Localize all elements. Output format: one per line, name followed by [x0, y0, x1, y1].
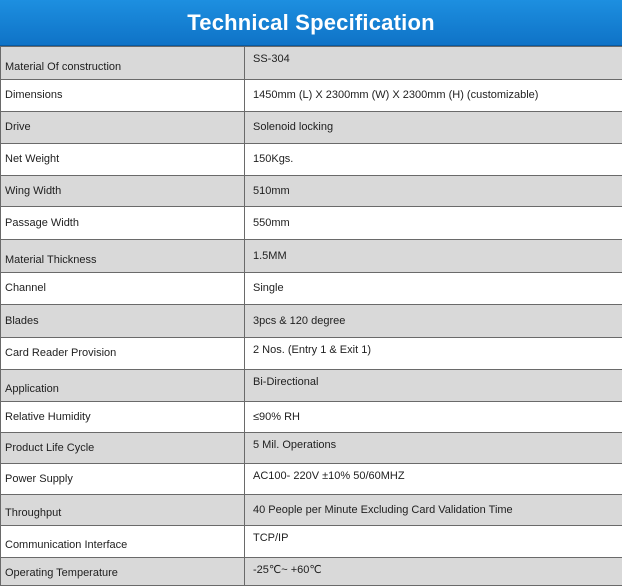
spec-label: Blades: [1, 305, 245, 338]
spec-label: Material Of construction: [1, 47, 245, 80]
spec-value: 40 People per Minute Excluding Card Validation Time: [245, 495, 622, 526]
table-row: [1, 464, 622, 495]
spec-label: Drive: [1, 112, 245, 144]
spec-label: Dimensions: [1, 80, 245, 112]
table-row: [1, 47, 622, 80]
table-row: [1, 558, 622, 586]
spec-value: 5 Mil. Operations: [245, 433, 622, 464]
spec-value: 1450mm (L) X 2300mm (W) X 2300mm (H) (customizable): [245, 80, 622, 112]
spec-label: Throughput: [1, 495, 245, 526]
spec-value: Single: [245, 273, 622, 305]
spec-label: Passage Width: [1, 207, 245, 240]
table-row: [1, 526, 622, 558]
spec-label: Communication Interface: [1, 526, 245, 558]
spec-value: 2 Nos. (Entry 1 & Exit 1): [245, 338, 622, 370]
spec-label: Product Life Cycle: [1, 433, 245, 464]
table-row: [1, 370, 622, 402]
spec-label: Material Thickness: [1, 240, 245, 273]
spec-value: SS-304: [245, 47, 622, 80]
table-row: [1, 273, 622, 305]
table-row: [1, 144, 622, 176]
spec-header: [0, 0, 622, 46]
spec-value: -25℃~ +60℃: [245, 558, 622, 586]
spec-value: 510mm: [245, 176, 622, 207]
table-row: [1, 305, 622, 338]
table-row: [1, 240, 622, 273]
spec-table: [0, 46, 622, 586]
spec-value: Bi-Directional: [245, 370, 622, 402]
spec-label: Relative Humidity: [1, 402, 245, 433]
spec-value: 150Kgs.: [245, 144, 622, 176]
spec-value: ≤90% RH: [245, 402, 622, 433]
spec-label: Wing Width: [1, 176, 245, 207]
spec-label: Operating Temperature: [1, 558, 245, 586]
page-title: Technical Specification: [187, 10, 434, 36]
table-row: [1, 338, 622, 370]
table-row: [1, 112, 622, 144]
table-row: [1, 80, 622, 112]
spec-value: Solenoid locking: [245, 112, 622, 144]
spec-label: Power Supply: [1, 464, 245, 495]
spec-label: Channel: [1, 273, 245, 305]
table-row: [1, 495, 622, 526]
spec-value: 550mm: [245, 207, 622, 240]
spec-label: Application: [1, 370, 245, 402]
table-row: [1, 433, 622, 464]
spec-label: Net Weight: [1, 144, 245, 176]
spec-label: Card Reader Provision: [1, 338, 245, 370]
spec-value: AC100- 220V ±10% 50/60MHZ: [245, 464, 622, 495]
spec-value: TCP/IP: [245, 526, 622, 558]
spec-value: 1.5MM: [245, 240, 622, 273]
spec-value: 3pcs & 120 degree: [245, 305, 622, 338]
table-row: [1, 402, 622, 433]
table-row: [1, 207, 622, 240]
table-row: [1, 176, 622, 207]
